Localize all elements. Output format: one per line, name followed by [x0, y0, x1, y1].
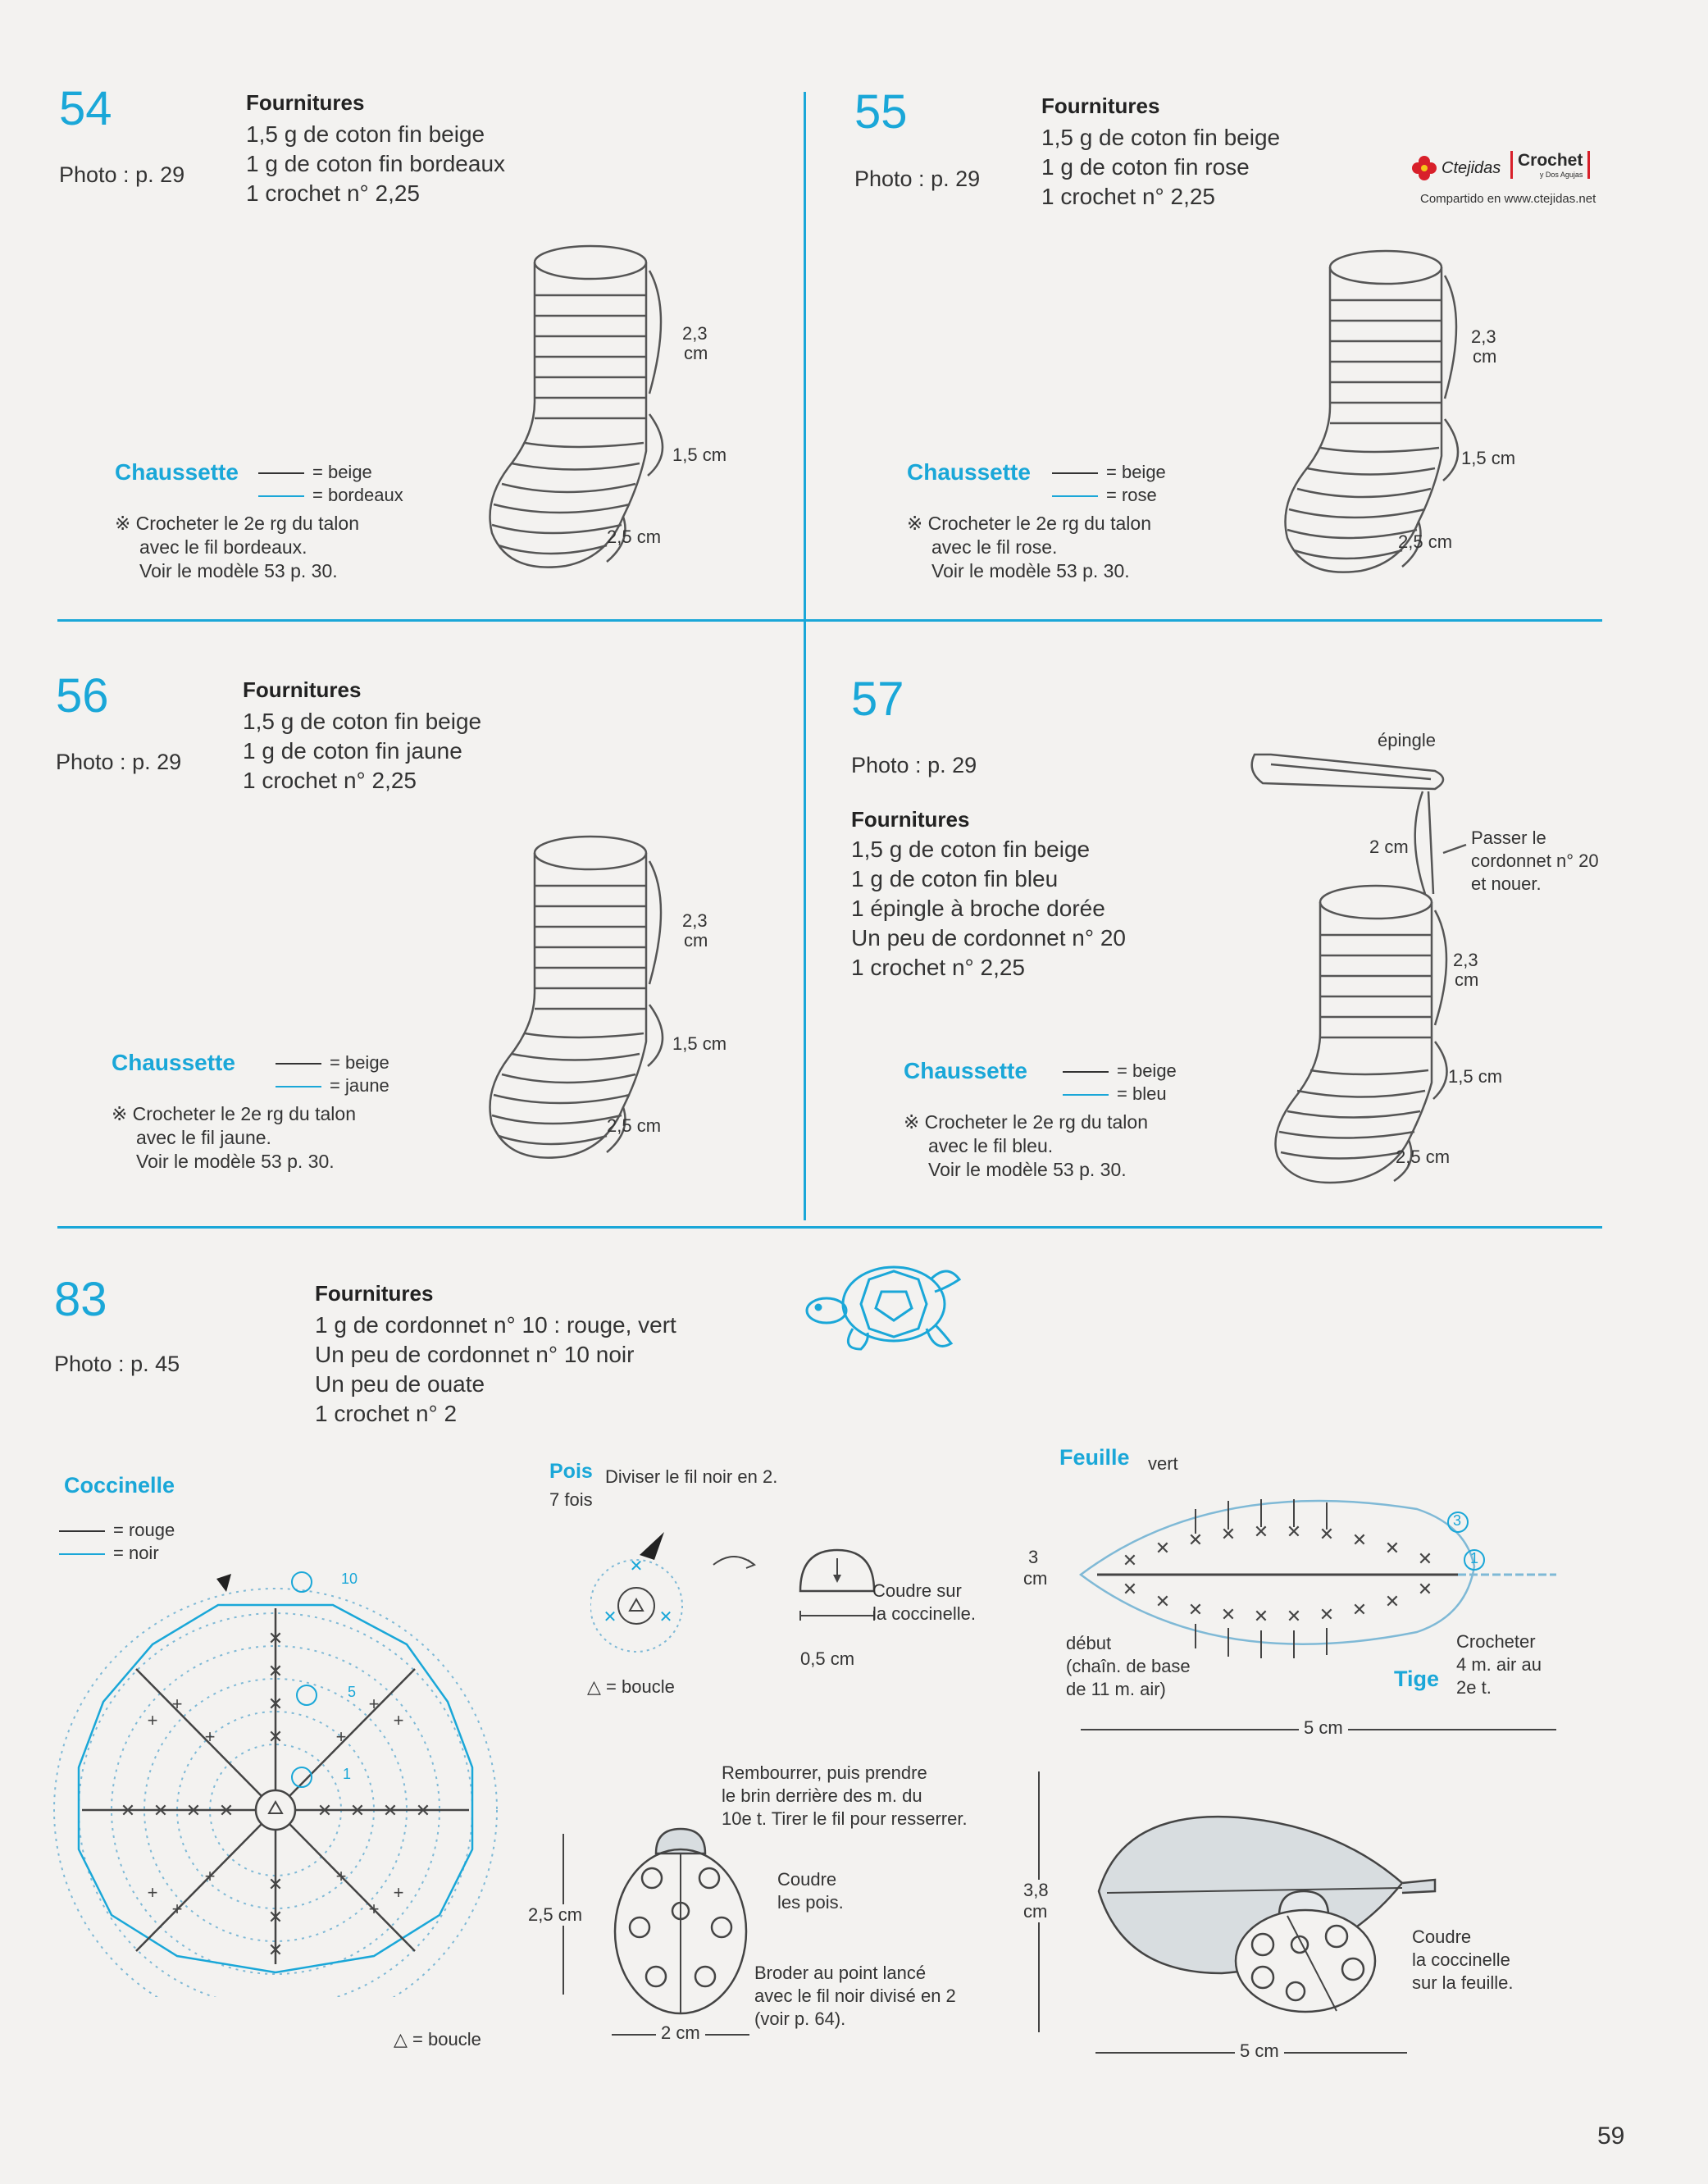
dim-foot: 2,5 cm — [607, 527, 662, 547]
legend-beige — [258, 461, 403, 484]
dim-height: 2,3 — [682, 323, 708, 344]
svg-text:+: + — [204, 1726, 216, 1747]
svg-text:✕: ✕ — [218, 1800, 235, 1821]
svg-text:✕: ✕ — [1122, 1550, 1138, 1571]
svg-text:✕: ✕ — [415, 1800, 431, 1821]
pin-instruction — [1471, 827, 1599, 896]
feuille-tige-note-line: 4 m. air au — [1456, 1654, 1542, 1675]
svg-text:✕: ✕ — [1417, 1548, 1433, 1569]
note-line: Voir le modèle 53 p. 30. — [931, 560, 1130, 581]
pois-boucle: △ = boucle — [587, 1676, 675, 1697]
final-width: 5 cm — [1235, 2040, 1284, 2062]
model-number: 83 — [54, 1273, 107, 1326]
supplies-heading: Fournitures — [246, 90, 365, 115]
pois-count: 7 fois — [549, 1489, 593, 1510]
legend — [276, 1051, 389, 1097]
legend-label: = noir — [113, 1543, 159, 1563]
watermark-logo — [1510, 151, 1590, 179]
watermark-brand: Ctejidas — [1442, 159, 1501, 177]
turtle-icon — [804, 1247, 968, 1361]
coccinelle-diagram — [46, 1554, 513, 1997]
svg-text:✕: ✕ — [1155, 1591, 1171, 1612]
assembly-coudre-pois — [777, 1868, 844, 1914]
legend-label: = beige — [312, 462, 372, 482]
dim-height-unit: cm — [684, 930, 708, 951]
supplies-heading: Fournitures — [851, 807, 970, 832]
note-line: Voir le modèle 53 p. 30. — [136, 1151, 335, 1172]
feuille-row-label: 3 — [1453, 1512, 1462, 1529]
photo-ref: Photo : p. 29 — [851, 753, 977, 777]
model-number: 55 — [854, 85, 908, 139]
supplies-list — [246, 120, 505, 208]
divider-vertical — [804, 92, 806, 1220]
pois-size: 0,5 cm — [800, 1648, 855, 1669]
dim-height-unit: cm — [684, 343, 708, 363]
svg-text:✕: ✕ — [1155, 1538, 1171, 1558]
svg-text:+: + — [368, 1694, 380, 1714]
svg-text:✕: ✕ — [1417, 1579, 1433, 1599]
feuille-start-line: de 11 m. air) — [1066, 1679, 1166, 1699]
photo-ref: Photo : p. 29 — [854, 166, 981, 191]
dim-foot: 2,5 cm — [607, 1115, 662, 1136]
feuille-start-line: début — [1066, 1633, 1112, 1653]
supply-item: 1 crochet n° 2,25 — [1041, 184, 1215, 209]
assembly-broder-line: (voir p. 64). — [754, 2008, 846, 2029]
supplies-list — [1041, 123, 1280, 212]
supply-item: 1,5 g de coton fin beige — [851, 837, 1091, 862]
feuille-height: 3 — [1028, 1547, 1039, 1567]
divider-horizontal-2 — [57, 1226, 1602, 1229]
page-number: 59 — [1597, 2122, 1625, 2150]
legend-label: = beige — [330, 1052, 389, 1073]
assembly-coudre-pois-line: les pois. — [777, 1892, 844, 1913]
supply-item: 1 crochet n° 2,25 — [851, 955, 1025, 980]
sock-diagram — [476, 828, 738, 1173]
feuille-width: 5 cm — [1299, 1717, 1348, 1739]
dim-height: 2,3 — [1453, 950, 1478, 970]
svg-text:✕: ✕ — [1351, 1530, 1368, 1550]
dim-heel: 1,5 cm — [1461, 448, 1516, 468]
supplies-list — [243, 707, 481, 796]
svg-text:+: + — [147, 1882, 158, 1903]
svg-text:✕: ✕ — [1122, 1579, 1138, 1599]
svg-text:+: + — [393, 1882, 404, 1903]
pin-length: 2 cm — [1369, 837, 1409, 857]
svg-text:+: + — [393, 1710, 404, 1730]
legend-rouge — [59, 1519, 175, 1542]
svg-text:✕: ✕ — [382, 1800, 399, 1821]
supply-item: 1 épingle à broche dorée — [851, 896, 1105, 921]
dim-height-unit: cm — [1455, 969, 1479, 990]
svg-text:✕: ✕ — [267, 1694, 284, 1714]
assembly-stuff-line: 10e t. Tirer le fil pour resserrer. — [722, 1808, 968, 1829]
dim-heel: 1,5 cm — [1448, 1066, 1503, 1087]
svg-text:✕: ✕ — [1187, 1599, 1204, 1620]
pin-instruction-line: cordonnet n° 20 — [1471, 850, 1599, 871]
svg-text:✕: ✕ — [603, 1608, 617, 1626]
legend-label: = rose — [1106, 485, 1157, 505]
svg-text:✕: ✕ — [185, 1800, 202, 1821]
note-line: avec le fil bordeaux. — [139, 536, 307, 558]
dim-foot: 2,5 cm — [1398, 531, 1453, 552]
supplies-heading: Fournitures — [315, 1281, 434, 1306]
supply-item: 1 crochet n° 2,25 — [246, 180, 420, 206]
dim-heel: 1,5 cm — [672, 445, 727, 465]
feuille-tige: Tige — [1394, 1666, 1440, 1691]
svg-text:✕: ✕ — [349, 1800, 366, 1821]
svg-text:✕: ✕ — [120, 1800, 136, 1821]
feuille-tige-note-line: Crocheter — [1456, 1631, 1536, 1652]
legend-color — [258, 484, 403, 507]
final-note-line: sur la feuille. — [1412, 1972, 1514, 1993]
svg-text:✕: ✕ — [658, 1608, 673, 1626]
svg-text:+: + — [335, 1726, 347, 1747]
pois-title: Pois — [549, 1460, 593, 1483]
note-line: ※ Crocheter le 2e rg du talon — [907, 513, 1151, 534]
svg-text:✕: ✕ — [267, 1661, 284, 1681]
pois-instruction: Diviser le fil noir en 2. — [605, 1466, 778, 1487]
svg-text:✕: ✕ — [267, 1874, 284, 1894]
svg-text:✕: ✕ — [1384, 1591, 1401, 1612]
feuille-start — [1066, 1632, 1191, 1701]
svg-text:✕: ✕ — [1351, 1599, 1368, 1620]
svg-text:✕: ✕ — [267, 1907, 284, 1927]
svg-text:+: + — [171, 1899, 183, 1919]
dim-height: 2,3 — [682, 910, 708, 931]
svg-text:✕: ✕ — [1220, 1604, 1237, 1625]
supply-item: 1 crochet n° 2,25 — [243, 768, 417, 793]
assembly-stuff-line: le brin derrière des m. du — [722, 1785, 922, 1806]
dim-foot: 2,5 cm — [1396, 1147, 1451, 1167]
feuille-height-unit: cm — [1023, 1568, 1048, 1589]
pois-coudre — [872, 1580, 976, 1625]
pois-coudre-line: la coccinelle. — [872, 1603, 976, 1624]
svg-text:✕: ✕ — [1187, 1530, 1204, 1550]
svg-text:✕: ✕ — [1384, 1538, 1401, 1558]
note-line: Voir le modèle 53 p. 30. — [928, 1159, 1127, 1180]
supply-item: 1 g de coton fin bordeaux — [246, 151, 506, 176]
section-title: Chaussette — [907, 459, 1031, 485]
legend-label: = beige — [1106, 462, 1166, 482]
final-height-unit: cm — [1023, 1901, 1048, 1922]
coccinelle-title: Coccinelle — [64, 1473, 175, 1498]
svg-text:✕: ✕ — [267, 1940, 284, 1960]
pin-instruction-line: Passer le — [1471, 828, 1546, 848]
supply-item: Un peu de ouate — [315, 1371, 485, 1397]
model-number: 54 — [59, 82, 112, 135]
svg-text:✕: ✕ — [153, 1800, 169, 1821]
svg-text:✕: ✕ — [1286, 1521, 1302, 1542]
pin-sock-drawing — [1238, 730, 1632, 1189]
legend-color — [276, 1074, 389, 1097]
note — [907, 512, 1151, 583]
svg-text:✕: ✕ — [1319, 1524, 1335, 1544]
assembly-width: 2 cm — [656, 2022, 705, 2044]
supply-item: 1,5 g de coton fin beige — [1041, 125, 1281, 150]
legend-label: = bleu — [1117, 1083, 1167, 1104]
supply-item: 1,5 g de coton fin beige — [243, 709, 482, 734]
supply-item: 1 g de coton fin rose — [1041, 154, 1250, 180]
coccinelle-row-label: 1 — [343, 1766, 352, 1782]
photo-ref: Photo : p. 29 — [59, 162, 185, 187]
assembly-broder-line: Broder au point lancé — [754, 1963, 927, 1983]
note — [112, 1102, 356, 1174]
svg-text:✕: ✕ — [1220, 1524, 1237, 1544]
svg-text:✕: ✕ — [317, 1800, 333, 1821]
legend-beige — [276, 1051, 389, 1074]
note-line: avec le fil bleu. — [928, 1135, 1054, 1156]
section-title: Chaussette — [904, 1058, 1027, 1083]
coccinelle-boucle: △ = boucle — [394, 2029, 481, 2049]
note-line: ※ Crocheter le 2e rg du talon — [112, 1103, 356, 1124]
svg-text:+: + — [204, 1866, 216, 1886]
supplies-list — [315, 1311, 676, 1429]
supply-item: 1 g de cordonnet n° 10 : rouge, vert — [315, 1312, 676, 1338]
section-title: Chaussette — [112, 1050, 235, 1075]
svg-text:✕: ✕ — [1253, 1521, 1269, 1542]
feuille-tige-note-line: 2e t. — [1456, 1677, 1492, 1698]
coccinelle-row-label: 10 — [341, 1571, 358, 1587]
legend-label: = beige — [1117, 1060, 1177, 1081]
assembly-broder — [754, 1962, 956, 2031]
legend-label: = bordeaux — [312, 485, 403, 505]
supply-item: Un peu de cordonnet n° 20 — [851, 925, 1127, 951]
pois-coudre-line: Coudre sur — [872, 1580, 962, 1601]
watermark-logo-text: Crochet — [1518, 151, 1583, 170]
legend-label: = jaune — [330, 1075, 389, 1096]
final-note — [1412, 1926, 1514, 1995]
svg-text:+: + — [335, 1866, 347, 1886]
svg-text:+: + — [368, 1899, 380, 1919]
dim-height-unit: cm — [1473, 346, 1497, 367]
sock-diagram — [476, 238, 738, 582]
assembly-stuff — [722, 1762, 968, 1831]
flower-icon — [1410, 154, 1438, 182]
supplies-list — [851, 835, 1126, 983]
legend — [258, 461, 403, 507]
final-height: 3,8 — [1023, 1880, 1049, 1900]
sock-diagram — [1271, 243, 1533, 587]
note-line: ※ Crocheter le 2e rg du talon — [904, 1111, 1148, 1133]
pin-instruction-line: et nouer. — [1471, 873, 1542, 894]
svg-text:✕: ✕ — [629, 1557, 644, 1575]
svg-text:+: + — [147, 1710, 158, 1730]
legend-color — [1063, 1083, 1177, 1106]
note — [115, 512, 359, 583]
dim-height: 2,3 — [1471, 326, 1496, 347]
pin-sock-diagram — [1238, 730, 1632, 1189]
photo-ref: Photo : p. 45 — [54, 1352, 180, 1376]
note-line: Voir le modèle 53 p. 30. — [139, 560, 338, 581]
svg-text:✕: ✕ — [1253, 1606, 1269, 1626]
supplies-heading: Fournitures — [1041, 93, 1160, 118]
note — [904, 1110, 1148, 1182]
divider-horizontal-1 — [57, 619, 1602, 622]
model-number: 57 — [851, 673, 904, 726]
coccinelle-row-label: 5 — [348, 1684, 357, 1700]
supply-item: 1 crochet n° 2 — [315, 1401, 458, 1426]
ladybug-icon — [607, 1821, 754, 2018]
feuille-row-label: 1 — [1470, 1550, 1479, 1566]
model-number: 56 — [56, 669, 109, 723]
final-note-line: Coudre — [1412, 1926, 1472, 1947]
watermark-logo-sub: y Dos Agujas — [1539, 171, 1583, 179]
supply-item: 1 g de coton fin bleu — [851, 866, 1059, 891]
photo-ref: Photo : p. 29 — [56, 750, 182, 774]
assembly-coudre-pois-line: Coudre — [777, 1869, 837, 1890]
section-title: Chaussette — [115, 459, 239, 485]
legend — [1052, 461, 1166, 507]
supply-item: Un peu de cordonnet n° 10 noir — [315, 1342, 635, 1367]
final-leaf-ladybug — [1091, 1801, 1468, 2014]
svg-text:✕: ✕ — [1319, 1604, 1335, 1625]
pin-label: épingle — [1378, 730, 1436, 750]
svg-text:✕: ✕ — [267, 1726, 284, 1747]
supply-item: 1,5 g de coton fin beige — [246, 121, 485, 147]
legend-label: = rouge — [113, 1520, 175, 1540]
note-line: avec le fil rose. — [931, 536, 1058, 558]
watermark-credit: Compartido en www.ctejidas.net — [1420, 192, 1596, 206]
assembly-height: 2,5 cm — [528, 1904, 583, 1925]
legend-beige — [1063, 1060, 1177, 1083]
svg-text:✕: ✕ — [267, 1628, 284, 1648]
legend-beige — [1052, 461, 1166, 484]
feuille-title: Feuille — [1059, 1445, 1130, 1470]
svg-text:✕: ✕ — [1286, 1606, 1302, 1626]
supplies-heading: Fournitures — [243, 677, 362, 702]
assembly-stuff-line: Rembourrer, puis prendre — [722, 1762, 927, 1783]
feuille-start-line: (chaîn. de base — [1066, 1656, 1191, 1676]
feuille-color: vert — [1148, 1453, 1178, 1474]
assembly-broder-line: avec le fil noir divisé en 2 — [754, 1986, 956, 2006]
coccinelle-chart — [46, 1554, 513, 1997]
dim-heel: 1,5 cm — [672, 1033, 727, 1054]
legend — [1063, 1060, 1177, 1106]
svg-text:+: + — [171, 1694, 183, 1714]
supply-item: 1 g de coton fin jaune — [243, 738, 462, 764]
note-line: ※ Crocheter le 2e rg du talon — [115, 513, 359, 534]
note-line: avec le fil jaune. — [136, 1127, 271, 1148]
legend-color — [1052, 484, 1166, 507]
final-note-line: la coccinelle — [1412, 1949, 1510, 1970]
feuille-tige-note — [1456, 1630, 1542, 1699]
